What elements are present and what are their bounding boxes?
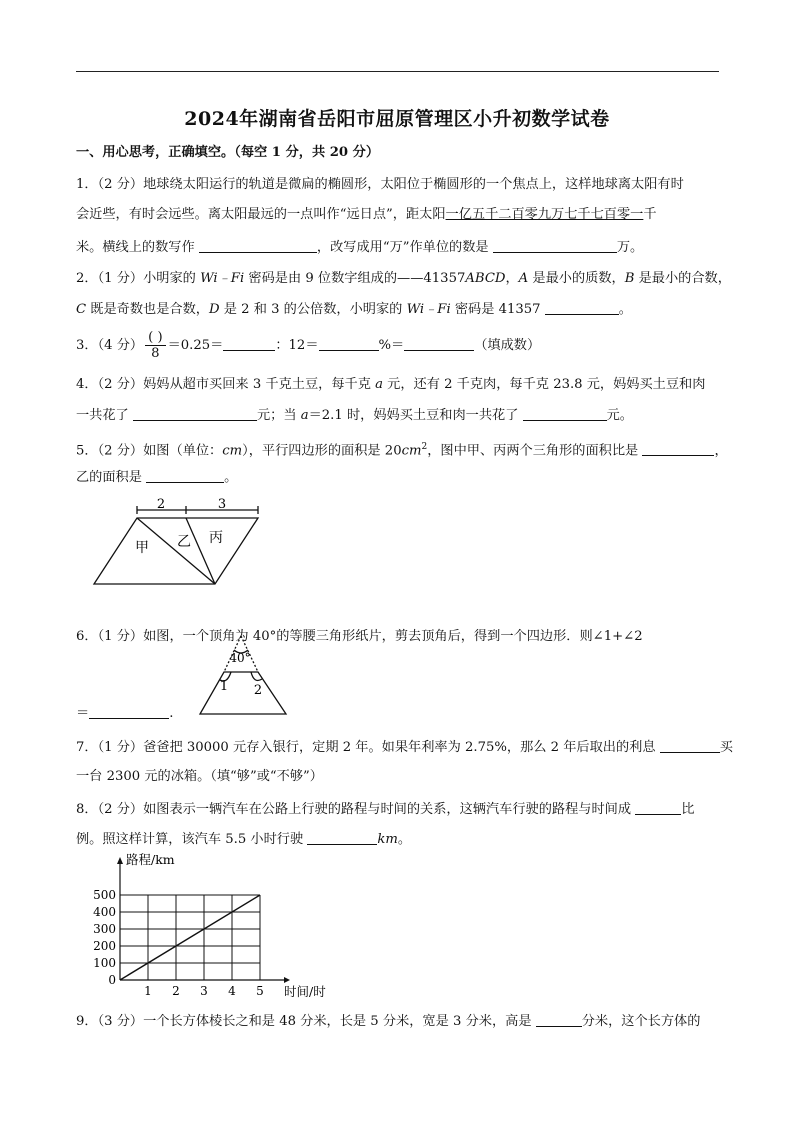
x-tick-label: 2 — [172, 984, 180, 998]
label-yi: 乙 — [177, 534, 191, 550]
x-tick-label: 1 — [144, 984, 152, 998]
angle-label-40: 40° — [229, 651, 251, 665]
q9-blank[interactable] — [536, 1012, 582, 1027]
x-tick-label: 5 — [256, 984, 264, 998]
q4-blank-1[interactable] — [133, 406, 257, 421]
exam-title: 2024年湖南省岳阳市屈原管理区小升初数学试卷 — [184, 108, 610, 130]
q8-blank-2[interactable] — [307, 830, 377, 845]
angle-label-2: 2 — [253, 683, 263, 698]
q1-line2: 会近些，有时会远些。离太阳最远的一点叫作“远日点”，距太阳一亿五千二百零九万七千七百零一千 — [76, 207, 657, 222]
q5-blank-2[interactable] — [146, 468, 224, 483]
distance-time-chart — [84, 852, 364, 1000]
triangle-figure — [196, 632, 296, 718]
q3-blank-1[interactable] — [223, 336, 275, 351]
q8-line1: 8．（2 分）如图表示一辆汽车在公路上行驶的路程与时间的关系，这辆汽车行驶的路程与时间成 比 — [76, 802, 695, 817]
x-axis-arrow — [284, 977, 290, 983]
q1-blank-2[interactable] — [493, 238, 617, 253]
label-jia: 甲 — [135, 540, 149, 556]
q6-line2: ＝ . — [76, 706, 174, 721]
q6-blank[interactable] — [89, 704, 169, 719]
q8-blank-1[interactable] — [635, 800, 681, 815]
fraction: $\frac{( )}{8}$ — [145, 330, 165, 361]
y-tick-label: 0 — [108, 973, 116, 987]
q2-line1: 2．（1 分）小明家的 Wi﹣Fi 密码是由 9 位数字组成的——41357ABCD，A 是最小的质数，B 是最小的合数， — [76, 271, 731, 286]
y-tick-label: 200 — [93, 939, 116, 953]
q3-blank-3[interactable] — [404, 336, 474, 351]
x-axis-label: 时间/时 — [284, 984, 326, 999]
q2-blank[interactable] — [545, 300, 619, 315]
q5-line2: 乙的面积是 。 — [76, 470, 238, 485]
x-tick-label: 3 — [200, 984, 208, 998]
y-axis-label: 路程/km — [126, 852, 175, 867]
x-tick-label: 4 — [228, 984, 236, 998]
q7-blank[interactable] — [660, 738, 720, 753]
q2-line2: C 既是奇数也是合数，D 是 2 和 3 的公倍数，小明家的 Wi﹣Fi 密码是 41357 。 — [76, 302, 632, 317]
q3-line: 3．（4 分） $\frac{( )}{8}$ ＝0.25＝ ：12＝ %＝ （填成数） — [76, 330, 541, 361]
y-axis-arrow — [117, 857, 123, 864]
q7-line2: 一台 2300 元的冰箱。（填“够”或“不够”） — [76, 769, 323, 784]
y-tick-label: 100 — [93, 956, 116, 970]
q5-line1: 5．（2 分）如图（单位：cm），平行四边形的面积是 $20cm^2$，图中甲、丙两个三角形的面积比是 ， — [76, 442, 728, 459]
dim-label-2: 2 — [156, 497, 166, 512]
quadrilateral — [200, 672, 286, 714]
q1-line1: 1．（2 分）地球绕太阳运行的轨道是微扁的椭圆形，太阳位于椭圆形的一个焦点上，这样地球离太阳有时 — [76, 177, 684, 192]
y-tick-label: 400 — [93, 905, 116, 919]
underlined-number-words: 一亿五千二百零九万七千七百零一 — [445, 207, 644, 222]
angle-label-1: 1 — [219, 679, 229, 694]
q4-line1: 4．（2 分）妈妈从超市买回来 3 千克土豆，每千克 a 元，还有 2 千克肉，每千克 23.8 元，妈妈买土豆和肉 — [76, 377, 706, 392]
divider-2 — [186, 518, 215, 584]
q1-blank-1[interactable] — [199, 238, 317, 253]
q3-blank-2[interactable] — [319, 336, 379, 351]
q6-line1: 6．（1 分）如图，一个顶角为 40°的等腰三角形纸片，剪去顶角后，得到一个四边形．则∠1+∠2 — [76, 629, 643, 644]
q5-blank-1[interactable] — [642, 441, 714, 456]
q1-line3: 米。横线上的数写作 ，改写成用“万”作单位的数是 万。 — [76, 240, 644, 255]
q4-line2: 一共花了 元；当 a＝2.1 时，妈妈买土豆和肉一共花了 元。 — [76, 408, 633, 423]
y-tick-label: 300 — [93, 922, 116, 936]
q7-line1: 7．（1 分）爸爸把 30000 元存入银行，定期 2 年。如果年利率为 2.75%，那么 2 年后取出的利息 买 — [76, 740, 733, 755]
parallelogram-figure — [90, 496, 270, 590]
dim-label-3: 3 — [217, 497, 227, 512]
q9-line1: 9．（3 分）一个长方体棱长之和是 48 分米，长是 5 分米，宽是 3 分米，高是 分米，这个长方体的 — [76, 1014, 701, 1029]
y-tick-label: 500 — [93, 888, 116, 902]
q8-line2: 例。照这样计算，该汽车 5.5 小时行驶 km。 — [76, 832, 412, 847]
q4-blank-2[interactable] — [523, 406, 607, 421]
top-rule — [76, 71, 719, 72]
series-line — [120, 895, 260, 980]
label-bing: 丙 — [209, 530, 223, 546]
section-heading: 一、用心思考，正确填空。（每空 1 分，共 20 分） — [76, 145, 380, 160]
